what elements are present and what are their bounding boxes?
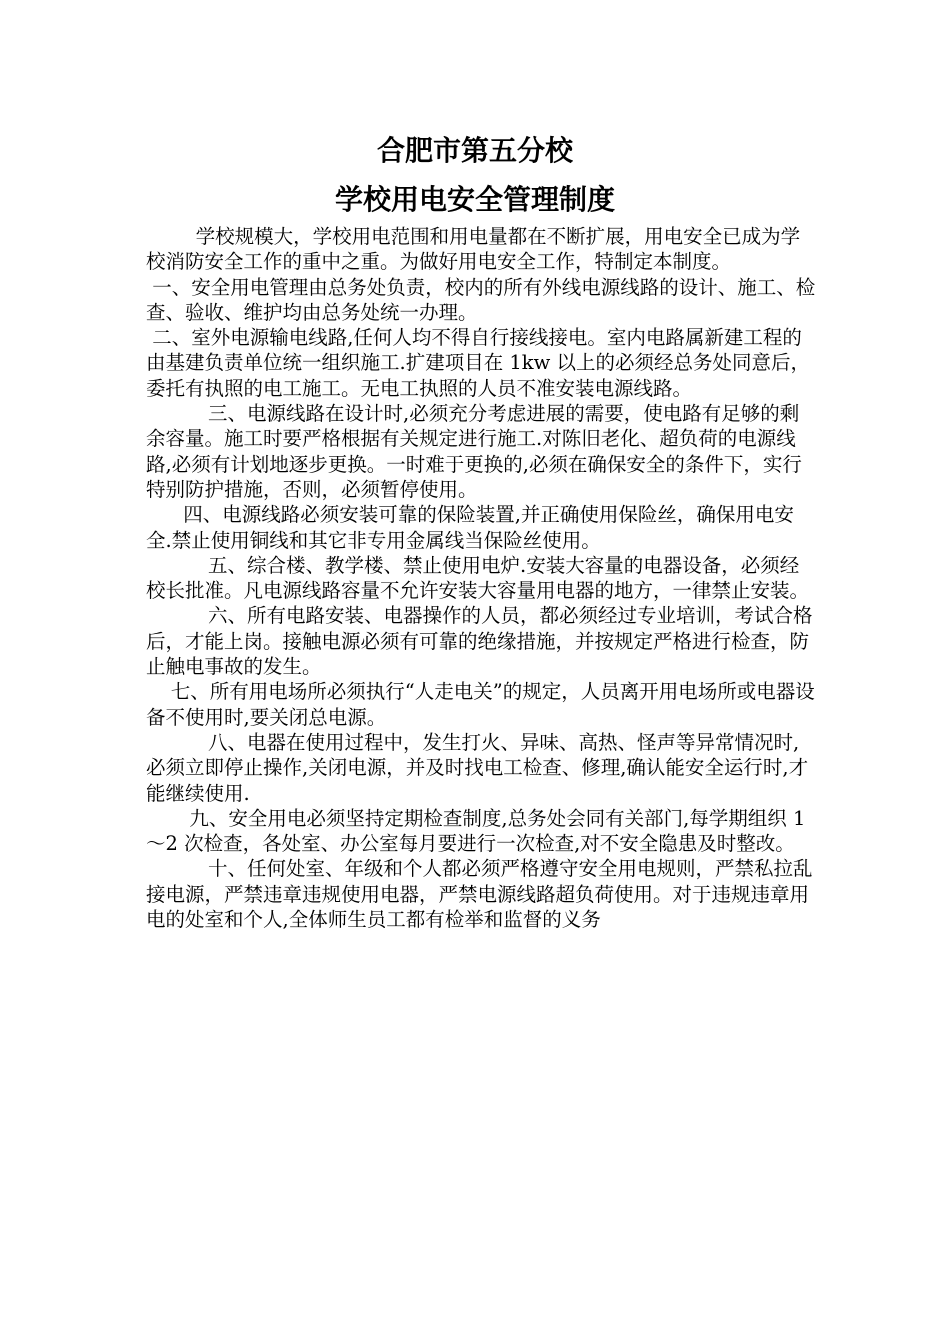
- paragraph-item-1: 一、安全用电管理由总务处负责，校内的所有外线电源线路的设计、施工、检查、验收、维护均由总务处统一办理。: [146, 275, 816, 324]
- document-title-regulation: 学校用电安全管理制度: [334, 183, 615, 216]
- document-body: [146, 224, 816, 932]
- paragraph-item-6: 六、所有电路安装、电器操作的人员，都必须经过专业培训，考试合格后，才能上岗。接触电源必须有可靠的绝缘措施，并按规定严格进行检查，防止触电事故的发生。: [146, 604, 813, 679]
- paragraph-item-4: 四、电源线路必须安装可靠的保险装置,并正确使用保险丝，确保用电安全.禁止使用铜线和其它非专用金属线当保险丝使用。: [146, 503, 794, 552]
- document-title-school: 合肥市第五分校: [376, 134, 573, 167]
- paragraph-item-7: 七、所有用电场所必须执行“人走电关”的规定，人员离开用电场所或电器设备不使用时,要关闭总电源。: [146, 680, 815, 729]
- paragraph-item-2: 二、室外电源输电线路,任何人均不得自行接线接电。室内电路属新建工程的由基建负责单位统一组织施工.扩建项目在 1kw 以上的必须经总务处同意后，委托有执照的电工施工。无电工执照的人员不准安装电源线路。: [146, 326, 811, 400]
- paragraph-item-8: 八、电器在使用过程中，发生打火、异味、高热、怪声等异常情况时,必须立即停止操作,关闭电源，并及时找电工检查、修理,确认能安全运行时,才能继续使用.: [146, 730, 809, 805]
- paragraph-item-3: 三、电源线路在设计时,必须充分考虑进展的需要，使电路有足够的剩余容量。施工时要严格根据有关规定进行施工.对陈旧老化、超负荷的电源线路,必须有计划地逐步更换。一时难于更换的,必须在确保安全的条件下，实行特别防护措施，否则，必须暂停使用。: [146, 402, 802, 501]
- paragraph-item-9: 九、安全用电必须坚持定期检查制度,总务处会同有关部门,每学期组织 1～2 次检查，各处室、办公室每月要进行一次检查,对不安全隐患及时整改。: [146, 806, 806, 856]
- paragraph-item-5: 五、综合楼、教学楼、禁止使用电炉.安装大容量的电器设备，必须经校长批准。凡电源线路容量不允许安装大容量用电器的地方，一律禁止安装。: [146, 553, 810, 603]
- paragraph-intro: 学校规模大，学校用电范围和用电量都在不断扩展，用电安全已成为学校消防安全工作的重中之重。为做好用电安全工作，特制定本制度。: [146, 225, 801, 274]
- paragraph-item-10: 十、任何处室、年级和个人都必须严格遵守安全用电规则，严禁私拉乱接电源，严禁违章违规使用电器，严禁电源线路超负荷使用。对于违规违章用电的处室和个人,全体师生员工都有检举和监督的义务: [146, 857, 813, 932]
